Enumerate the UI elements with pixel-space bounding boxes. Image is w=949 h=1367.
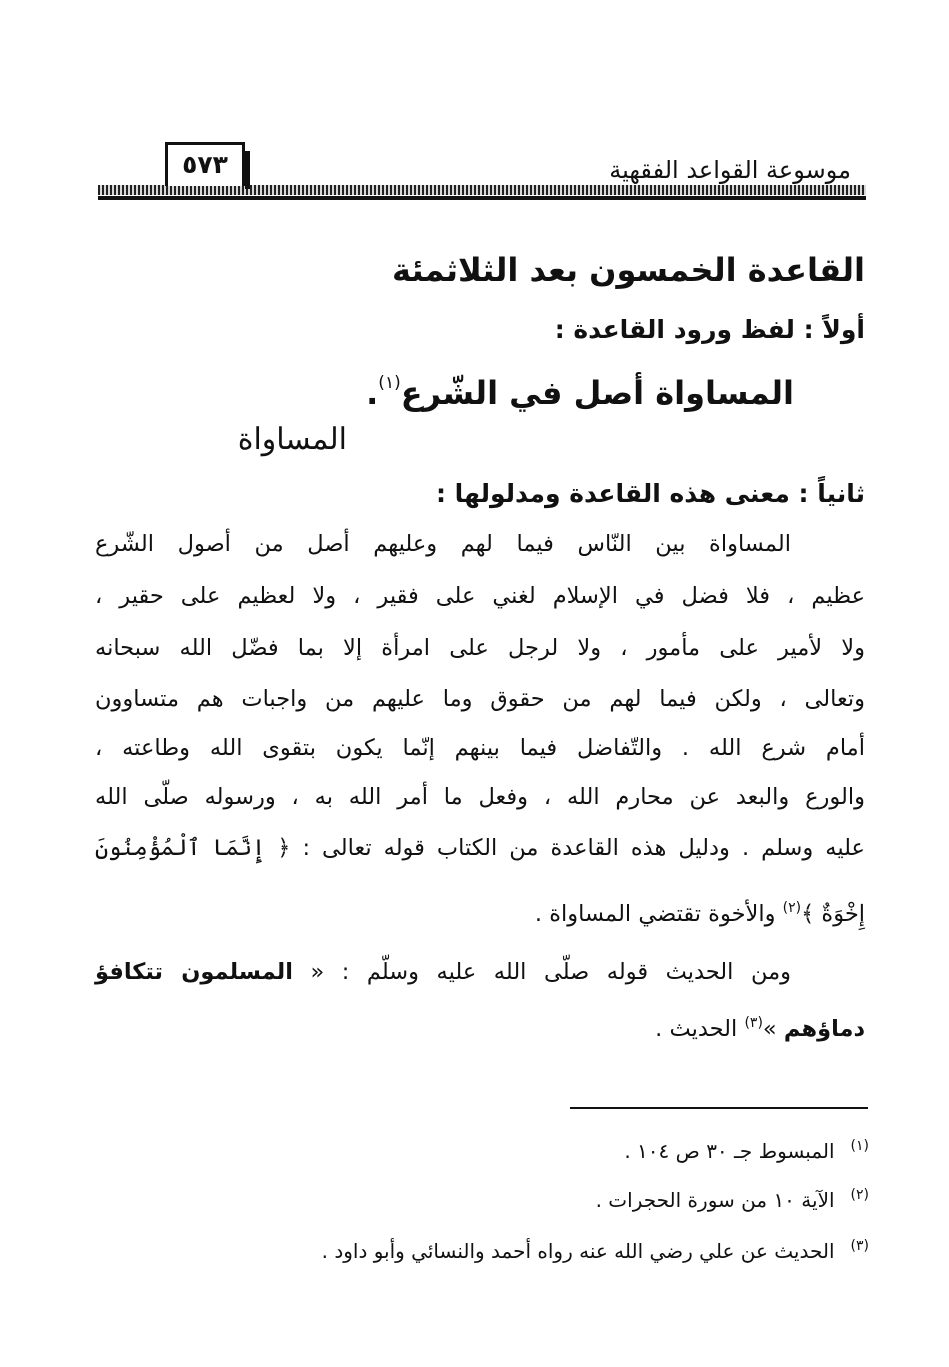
first-heading: أولاً : لفظ ورود القاعدة : <box>554 315 865 344</box>
footnote-number: (١) <box>850 1138 869 1154</box>
paragraph-line: ولا لأمير على مأمور ، ولا لرجل على امرأة إلا بما فضّل الله سبحانه <box>95 635 865 661</box>
paragraph-line: عليه وسلم . ودليل هذه القاعدة من الكتاب قوله تعالى : <box>302 835 865 861</box>
footnote <box>149 1228 869 1264</box>
paragraph-line: وتعالى ، ولكن فيما لهم من حقوق وما عليهم من واجبات هم متساوون <box>95 686 865 712</box>
hadith-end: الحديث . <box>655 1016 738 1042</box>
quran-verse-part1: ﴿ إِنَّمَا ٱلْمُؤْمِنُونَ <box>95 835 291 861</box>
header-solid-rule <box>98 196 866 200</box>
second-heading: ثانياً : معنى هذه القاعدة ومدلولها : <box>435 479 865 508</box>
hadith-footnote-ref: (٣) <box>744 1015 763 1031</box>
footnote-separator <box>570 1107 868 1109</box>
rule-footnote-ref: (١) <box>378 373 401 393</box>
paragraph-line: المساواة بين النّاس فيما لهم وعليهم أصل من أصول الشّرع <box>95 531 791 557</box>
paragraph-line-with-quran <box>95 826 865 870</box>
paragraph-line: عظيم ، فلا فضل في الإسلام لغني على فقير ، ولا لعظيم على حقير ، <box>95 583 865 609</box>
page-number-box <box>165 142 245 186</box>
header-hatched-rule <box>98 185 866 195</box>
keyword: المساواة <box>237 422 347 457</box>
footnote-text: المبسوط جـ ٣٠ ص ١٠٤ . <box>624 1139 835 1163</box>
hadith-continuation-line <box>95 1001 865 1045</box>
paragraph-line: والورع والبعد عن محارم الله ، وفعل ما أمر الله به ، ورسوله صلّى الله <box>95 784 865 810</box>
hadith-bold-1: المسلمون تتكافؤ <box>95 959 293 985</box>
rule-text: المساواة أصل في الشّرع <box>400 374 794 412</box>
hadith-bold-2: دماؤهم <box>783 1016 865 1042</box>
hadith-line <box>95 950 791 994</box>
running-title: موسوعة القواعد الفقهية <box>609 156 851 184</box>
quran-footnote-ref: (٢) <box>782 900 802 916</box>
hadith-close: » <box>762 1016 777 1042</box>
rule-period: . <box>366 374 379 412</box>
footnote-text: الحديث عن علي رضي الله عنه رواه أحمد والنسائي وأبو داود . <box>321 1239 835 1263</box>
main-title: القاعدة الخمسون بعد الثلاثمئة <box>392 251 865 289</box>
after-quran-text: والأخوة تقتضي المساواة . <box>534 901 776 927</box>
footnote-number: (٢) <box>850 1187 869 1203</box>
footnote-number: (٣) <box>850 1238 869 1254</box>
rule-statement <box>366 358 794 412</box>
footnote <box>149 1128 869 1164</box>
quran-verse-part2: إِخْوَةٌ ﴾ <box>801 901 865 927</box>
footnote <box>149 1177 869 1213</box>
paragraph-line: أمام شرع الله . والتّفاضل فيما بينهم إنّما يكون بتقوى الله وطاعته ، <box>95 735 865 761</box>
page-number: ٥٧٣ <box>182 150 228 179</box>
quran-continuation-line <box>95 886 865 930</box>
hadith-intro: ومن الحديث قوله صلّى الله عليه وسلّم : « <box>310 959 791 985</box>
footnote-text: الآية ١٠ من سورة الحجرات . <box>595 1188 835 1212</box>
